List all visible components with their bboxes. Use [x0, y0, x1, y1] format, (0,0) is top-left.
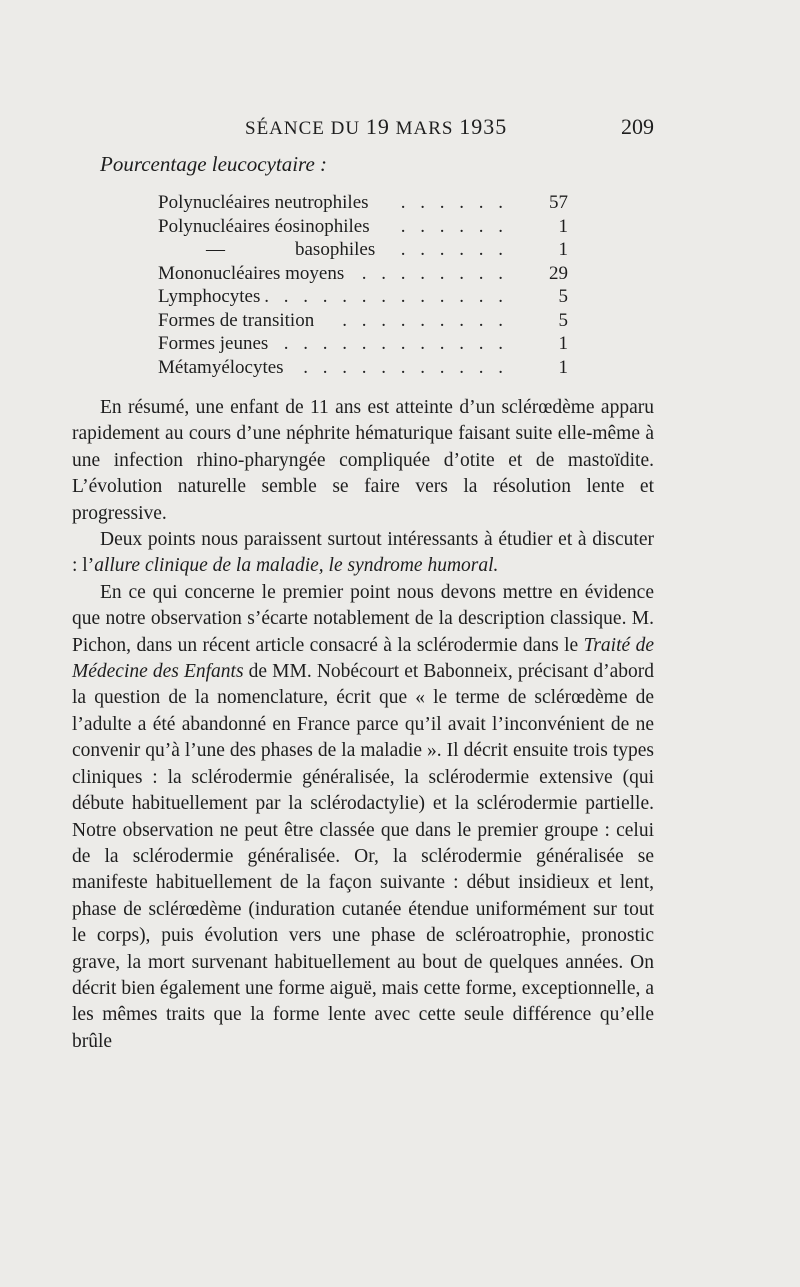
row-label: Polynucléaires neutrophiles: [158, 192, 369, 213]
row-value: 29: [549, 262, 568, 284]
row-label: Lymphocytes: [158, 286, 261, 307]
leader-dots: . . . . . . . . . . .: [303, 356, 508, 378]
row-value: 57: [549, 192, 568, 213]
row-value: 1: [558, 356, 568, 378]
table-row: [158, 239, 578, 263]
paragraph-italic-text: allure clinique de la maladie, le syndrome humoral.: [94, 555, 499, 577]
row-value: 1: [558, 333, 568, 354]
running-title: [245, 114, 507, 140]
leader-dots: . . . . . . . . . . . .: [283, 333, 508, 354]
leader-dots: . . . . . . . . . . . . .: [264, 286, 508, 307]
paragraph-text: En ce qui concerne le premier point nous devons mettre en évidence que notre observation s’écarte notablement de la description classique. M. Pichon, dans un récent article consacré à la sclérodermie dans le: [72, 581, 654, 656]
row-label: Mononucléaires moyens: [158, 262, 345, 284]
table-row: [158, 333, 578, 357]
paragraph-points: [72, 527, 654, 580]
running-header: [70, 114, 654, 144]
row-label: Polynucléaires éosinophiles: [158, 215, 370, 237]
paragraph-text: Deux points nous paraissent surtout intéressants à étudier et à discuter : l’: [72, 529, 654, 577]
paragraph-summary: En résumé, une enfant de 11 ans est atteinte d’un sclérœdème apparu rapidement au cours d’une néphrite hématurique faisant suite elle-même à une infection rhino-pharyngée compliquée d’otite et de mastoïdite. L’évolution naturelle semble se faire vers la résolution lente et progressive.: [72, 397, 654, 524]
table-row: [158, 357, 578, 381]
book-title: Traité de Médecine des Enfants: [72, 634, 654, 683]
table-row: [158, 192, 578, 216]
running-title-month: MARS: [395, 118, 454, 139]
page-number: 209: [621, 114, 654, 139]
leader-dots: . . . . . .: [400, 239, 508, 260]
leader-dots: . . . . . .: [400, 192, 508, 213]
body-text: [72, 395, 654, 1055]
leader-dots: . . . . . .: [400, 215, 508, 237]
running-title-day: 19: [365, 114, 390, 139]
row-label: basophiles: [295, 239, 376, 260]
row-value: 1: [558, 215, 568, 237]
paragraph-discussion: [72, 580, 654, 1055]
section-heading: Pourcentage leucocytaire :: [100, 152, 328, 176]
table-row: [158, 216, 578, 240]
row-label: Formes de transition: [158, 309, 315, 331]
running-title-text: SÉANCE DU: [245, 118, 361, 139]
row-value: 5: [558, 309, 568, 331]
table-row: [158, 286, 578, 310]
table-row: [158, 263, 578, 287]
row-label: Formes jeunes: [158, 333, 269, 354]
paragraph-text: de MM. Nobécourt et Babonneix, précisant d’abord la question de la nomenclature, écrit que « le terme de sclérœdème de l’adulte a été abandonné en France parce qu’il avait l’inconvénient de ne convenir qu’à l’une des phases de la maladie ». Il décrit ensuite trois types cliniques : la sclérodermie généralisée, la sclérodermie extensive (qui débute habituellement par la sclérodactylie) et la sclérodermie partielle. Notre observation ne peut être classée que dans le premier groupe : celui de la sclérodermie généralisée. Or, la sclérodermie généralisée se manifeste habituellement de la façon suivante : début insidieux et lent, phase de sclérœdème (induration cutanée étendue uniformément sur tout le corps), puis évolution vers une phase de scléroatrophie, pronostic grave, la mort survenant habituellement au bout de quelques années. On décrit bien également une forme aiguë, mais cette forme, exceptionnelle, a les mêmes traits que la forme lente avec cette seule différence qu’elle brûle: [72, 661, 654, 1052]
row-value: 5: [558, 286, 568, 307]
leucocyte-table: [158, 192, 578, 380]
row-dash: —: [206, 239, 225, 260]
table-row: [158, 310, 578, 334]
running-title-year: 1935: [459, 114, 508, 139]
leader-dots: . . . . . . . . .: [342, 309, 508, 331]
row-label: Métamyélocytes: [158, 356, 284, 378]
leader-dots: . . . . . . . .: [361, 262, 508, 284]
row-value: 1: [558, 239, 568, 260]
